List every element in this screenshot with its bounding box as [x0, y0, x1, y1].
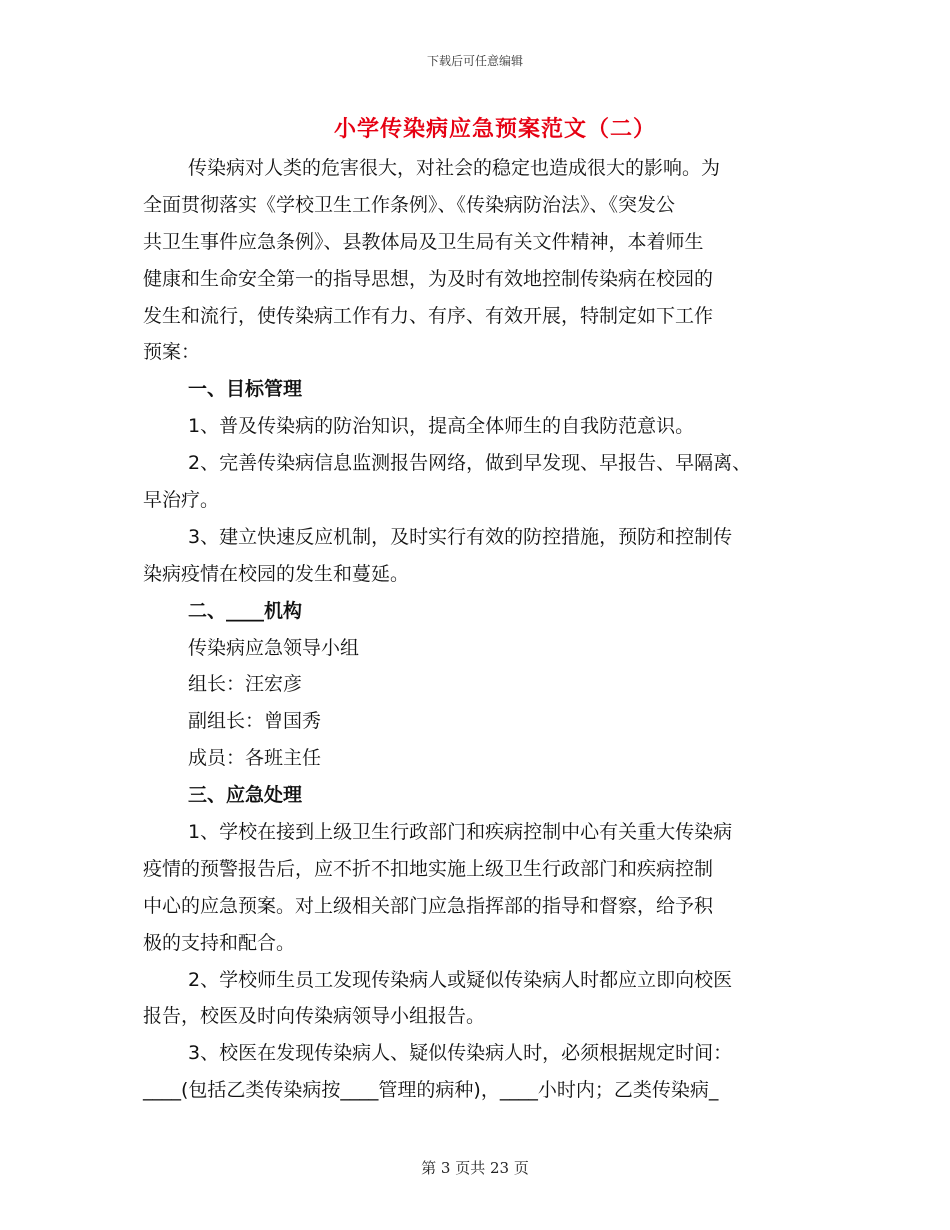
body-line: 2、学校师生员工发现传染病人或疑似传染病人时都应立即向校医 — [188, 968, 733, 991]
body-line: 早治疗。 — [143, 489, 220, 512]
body-line: 发生和流行，使传染病工作有力、有序、有效开展，特制定如下工作 — [143, 304, 714, 327]
document-title: 小学传染病应急预案范文（二） — [333, 117, 656, 142]
section-heading: 二、____机构 — [188, 599, 303, 622]
body-line: 染病疫情在校园的发生和蔓延。 — [143, 562, 410, 585]
body-line: 健康和生命安全第一的指导思想，为及时有效地控制传染病在校园的 — [143, 267, 714, 290]
header-note: 下载后可任意编辑 — [426, 54, 523, 68]
body-line: 1、学校在接到上级卫生行政部门和疾病控制中心有关重大传染病 — [188, 821, 733, 844]
body-line: 极的支持和配合。 — [143, 931, 296, 954]
body-line: 预案： — [143, 341, 201, 364]
document-body — [143, 150, 828, 1109]
body-line: 共卫生事件应急条例》、县教体局及卫生局有关文件精神，本着师生 — [143, 230, 704, 253]
body-line: 报告，校医及时向传染病领导小组报告。 — [143, 1005, 486, 1028]
body-line: 成员：各班主任 — [188, 747, 322, 770]
body-line: 传染病应急领导小组 — [188, 636, 360, 659]
body-line: 传染病对人类的危害很大，对社会的稳定也造成很大的影响。为 — [188, 157, 721, 179]
body-line: ____(包括乙类传染病按____管理的病种)，____小时内；乙类传染病_ — [143, 1079, 719, 1102]
body-line: 2、完善传染病信息监测报告网络，做到早发现、早报告、早隔离、 — [188, 452, 752, 475]
body-line: 疫情的预警报告后，应不折不扣地实施上级卫生行政部门和疾病控制 — [143, 857, 714, 880]
body-line: 1、普及传染病的防治知识，提高全体师生的自我防范意识。 — [188, 415, 695, 438]
body-line: 3、校医在发现传染病人、疑似传染病人时，必须根据规定时间： — [188, 1042, 733, 1065]
body-line: 3、建立快速反应机制，及时实行有效的防控措施，预防和控制传 — [188, 525, 733, 548]
body-line: 组长：汪宏彦 — [188, 673, 303, 696]
page-footer: 第 3 页共 23 页 — [421, 1159, 529, 1177]
body-line: 中心的应急预案。对上级相关部门应急指挥部的指导和督察，给予积 — [143, 894, 714, 917]
body-line: 全面贯彻落实《学校卫生工作条例》、《传染病防治法》、《突发公 — [143, 193, 676, 216]
section-heading: 三、应急处理 — [188, 784, 303, 807]
body-line: 副组长：曾国秀 — [188, 710, 322, 733]
section-heading: 一、目标管理 — [188, 378, 303, 401]
